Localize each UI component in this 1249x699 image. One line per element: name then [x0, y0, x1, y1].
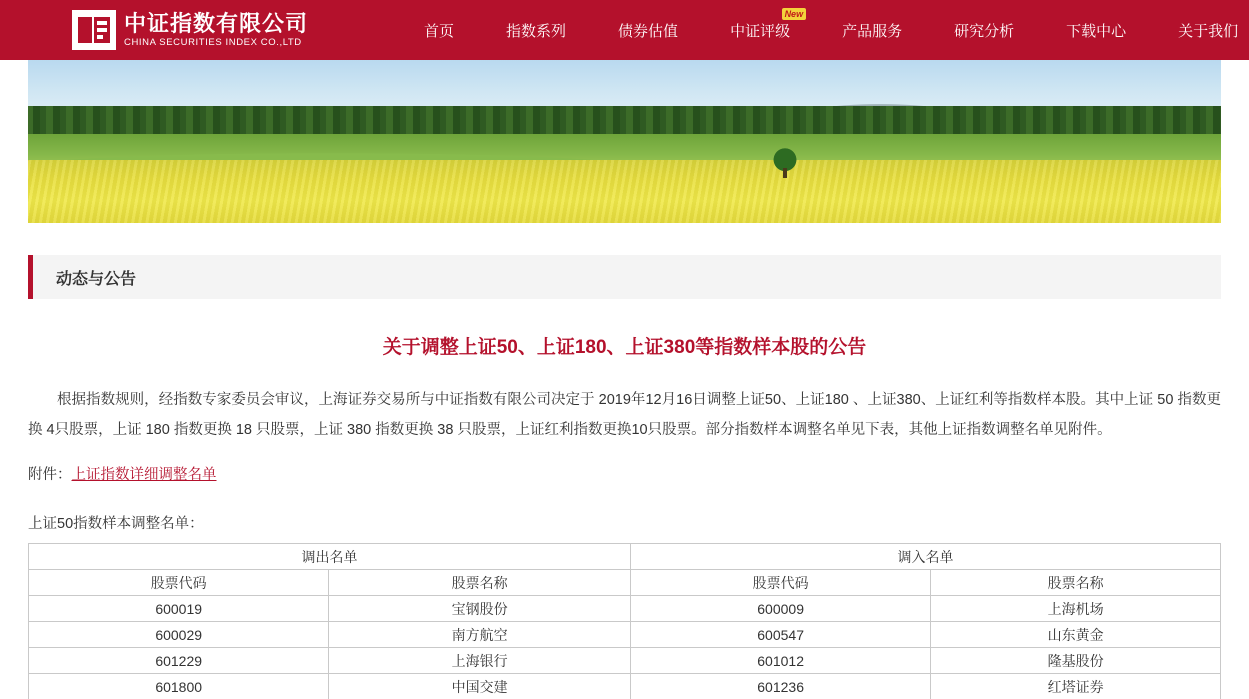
nav-item-about-us[interactable]: [1152, 20, 1249, 41]
nav-item-csi-rating[interactable]: [704, 8, 816, 41]
banner-treeline: [0, 106, 1249, 136]
new-badge: New: [782, 8, 807, 20]
column-header-removed-name: 股票名称: [329, 570, 631, 596]
nav-label: 债券估值: [618, 22, 679, 40]
main-navigation: [398, 8, 1249, 41]
table-caption: 上证50指数样本调整名单：: [28, 516, 204, 532]
group-header-removed: 调出名单: [29, 544, 631, 570]
cell-removed-code: 600029: [29, 622, 329, 648]
site-header: [0, 0, 1249, 60]
cell-removed-name: 中国交建: [329, 674, 631, 699]
table-row: [29, 648, 1221, 674]
cell-added-name: 上海机场: [931, 596, 1221, 622]
nav-item-index-series[interactable]: [480, 20, 592, 41]
banner-yellow-field: [0, 160, 1249, 223]
table-row: [29, 622, 1221, 648]
cell-added-code: 600547: [630, 622, 930, 648]
column-header-added-code: 股票代码: [630, 570, 930, 596]
nav-item-home[interactable]: [398, 20, 480, 41]
attachment-label: 附件：: [28, 467, 72, 483]
nav-label: 中证评级: [730, 22, 791, 40]
sample-adjustment-table: [28, 543, 1221, 699]
nav-item-products-services[interactable]: [816, 20, 928, 41]
nav-label: 指数系列: [506, 22, 567, 40]
column-header-removed-code: 股票代码: [29, 570, 329, 596]
logo-company-name-en: CHINA SECURITIES INDEX CO.,LTD: [124, 37, 302, 49]
nav-item-research[interactable]: [928, 20, 1040, 41]
column-header-added-name: 股票名称: [931, 570, 1221, 596]
nav-item-downloads[interactable]: [1040, 20, 1152, 41]
cell-removed-name: 上海银行: [329, 648, 631, 674]
table-head: [29, 544, 1221, 596]
table-group-header-row: [29, 544, 1221, 570]
nav-label: 下载中心: [1066, 22, 1127, 40]
logo-text-block: [124, 12, 308, 48]
table-row: [29, 674, 1221, 699]
logo-company-name-cn: 中证指数有限公司: [124, 10, 309, 36]
section-title: 动态与公告: [56, 270, 137, 288]
article-body: 根据指数规则，经指数专家委员会审议，上海证券交易所与中证指数有限公司决定于 2019年12月16日调整上证50、上证180 、上证380、上证红利等指数样本股。其中上证 50 指数更换 4只股票，上证 180 指数更换 18 只股票，上证 380 指数更换 38 只股票，上证红利指数更换10只股票。部分指数样本调整名单见下表，其他上证指数调整名单见附件。: [28, 392, 1221, 438]
banner-right-margin: [1221, 60, 1249, 223]
cell-removed-code: 601800: [29, 674, 329, 699]
section-header-bar: [28, 255, 1221, 299]
nav-label: 首页: [424, 22, 455, 40]
nav-item-bond-valuation[interactable]: [592, 20, 704, 41]
cell-added-name: 山东黄金: [931, 622, 1221, 648]
site-logo[interactable]: [72, 10, 308, 50]
cell-removed-name: 宝钢股份: [329, 596, 631, 622]
cell-removed-code: 600019: [29, 596, 329, 622]
cell-added-code: 600009: [630, 596, 930, 622]
article-title: 关于调整上证50、上证180、上证380等指数样本股的公告: [382, 337, 867, 358]
cell-removed-code: 601229: [29, 648, 329, 674]
cell-added-code: 601236: [630, 674, 930, 699]
cell-removed-name: 南方航空: [329, 622, 631, 648]
table-row: [29, 596, 1221, 622]
page-content: [0, 255, 1249, 699]
attachment-line: [28, 463, 1221, 484]
banner-left-margin: [0, 60, 28, 223]
nav-label: 关于我们: [1178, 22, 1239, 40]
group-header-added: 调入名单: [630, 544, 1220, 570]
table-body: [29, 596, 1221, 699]
cell-added-code: 601012: [630, 648, 930, 674]
attachment-link[interactable]: 上证指数详细调整名单: [71, 467, 217, 483]
banner-lone-tree: [772, 148, 798, 174]
cell-added-name: 隆基股份: [931, 648, 1221, 674]
table-column-header-row: [29, 570, 1221, 596]
nav-label: 产品服务: [842, 22, 903, 40]
cell-added-name: 红塔证券: [931, 674, 1221, 699]
nav-label: 研究分析: [954, 22, 1015, 40]
banner-image: [0, 60, 1249, 223]
company-logo-icon: [72, 10, 116, 50]
